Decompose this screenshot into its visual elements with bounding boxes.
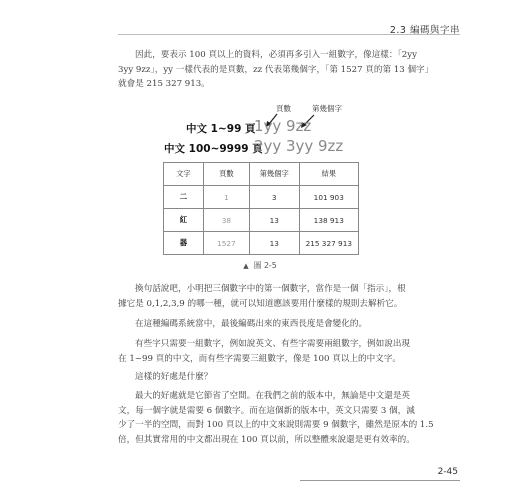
label-char-index: 第幾個字 (312, 104, 342, 113)
paragraph-variable-length (118, 317, 418, 332)
cell-result: 101 903 (299, 186, 358, 209)
text-line: 在這種編碼系統當中，最後編碼出來的東西長度是會變化的。 (135, 319, 368, 329)
cell-page: 1 (203, 186, 249, 209)
column-header: 結果 (299, 163, 358, 186)
code-first-group: 1yy (254, 117, 282, 135)
code-first-group: 2yy (254, 137, 282, 155)
text-line: 這樣的好處是什麼？ (135, 372, 213, 382)
cell-page: 38 (203, 209, 249, 232)
cell-page: 1527 (203, 232, 249, 255)
footer-rule (300, 480, 460, 481)
paragraph-groups (118, 337, 418, 366)
cell-index: 13 (249, 232, 299, 255)
table-row (164, 232, 359, 255)
caption-text: 圖 2-5 (253, 261, 277, 270)
running-header (0, 0, 520, 40)
code-third-group: 9zz (318, 137, 344, 155)
row-label-100-9999: 中文 100~9999 頁 (164, 143, 263, 155)
column-header: 第幾個字 (249, 163, 299, 186)
code-second-group: 3yy (286, 137, 314, 155)
text-line: 因此，要表示 100 頁以上的資料，必須再多引入一組數字，像這樣：「2yy (135, 50, 417, 60)
column-header: 文字 (164, 163, 204, 186)
triangle-marker-icon: ▲ (243, 262, 249, 270)
text-line: 就會是 215 327 913。 (118, 79, 210, 89)
label-page-count: 頁數 (276, 104, 291, 113)
header-rule (118, 34, 460, 35)
paragraph-benefit (118, 389, 434, 447)
page-number: 2-45 (437, 467, 458, 477)
cell-index: 3 (249, 186, 299, 209)
paragraph-indicator (118, 282, 418, 311)
code-second-group: 9zz (286, 117, 312, 135)
encoding-table (163, 162, 359, 255)
column-header: 頁數 (203, 163, 249, 186)
table-row (164, 186, 359, 209)
table-row (164, 209, 359, 232)
cell-index: 13 (249, 209, 299, 232)
text-line: 倍，但其實常用的中文都出現在 100 頁以前，所以整體來說還是更有效率的。 (118, 434, 415, 445)
text-line: 在 1~99 頁的中文，而有些字需要三組數字，像是 100 頁以上的中文字。 (118, 353, 401, 364)
cell-result: 138 913 (299, 209, 358, 232)
table-header-row (164, 163, 359, 186)
paragraph-question (118, 370, 418, 385)
cell-char: 器 (164, 232, 204, 255)
figure-caption (0, 260, 520, 271)
cell-char: 紅 (164, 209, 204, 232)
cell-result: 215 327 913 (299, 232, 358, 255)
text-line: 換句話說吧，小明把三個數字中的第一個數字，當作是一個「指示」，根 (135, 284, 406, 294)
text-line: 最大的好處就是它節省了空間。在我們之前的版本中，無論是中文還是英 (135, 391, 411, 401)
cell-char: 二 (164, 186, 204, 209)
text-line: 3yy 9zz」，yy 一樣代表的是頁數，zz 代表第幾個字，「第 1527 頁的第 13 個字」 (118, 64, 434, 75)
section-title: 2.3 編碼與字串 (389, 25, 460, 36)
text-line: 有些字只需要一組數字，例如說英文、有些字需要兩組數字，例如說出現 (135, 339, 411, 349)
text-line: 少了一半的空間，而對 100 頁以上的中文來說則需要 9 個數字，雖然是原本的 1.5 (118, 420, 434, 430)
text-line: 文，每一個字就是需要 6 個數字。而在這個新的版本中，英文只需要 3 個，減 (118, 405, 415, 416)
row-label-1-99: 中文 1~99 頁 (186, 123, 256, 135)
text-line: 據它是 0,1,2,3,9 的哪一種，就可以知道應該要用什麼樣的規則去解析它。 (118, 298, 403, 309)
paragraph-intro (118, 48, 434, 92)
